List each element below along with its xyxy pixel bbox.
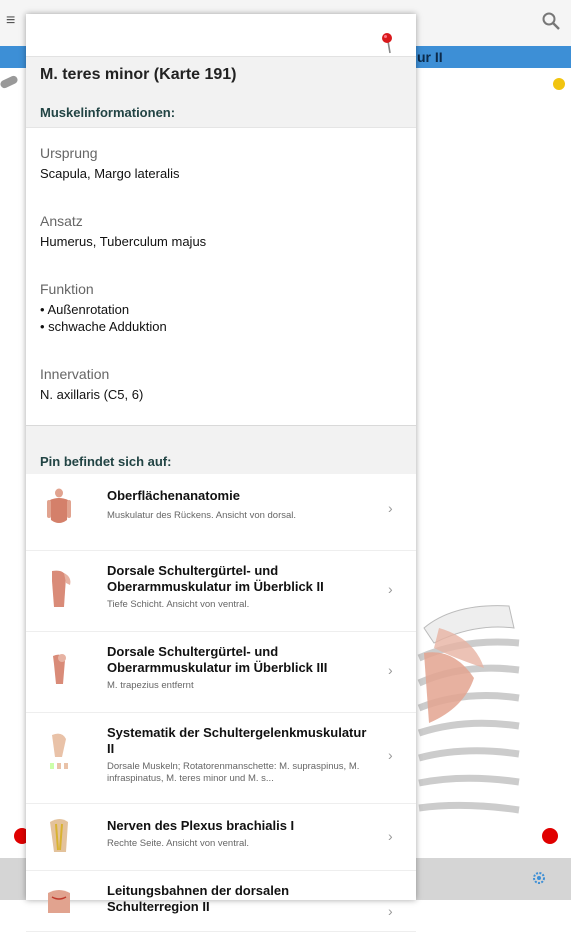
popup-header [26, 57, 416, 97]
muscle-info-heading-text: Muskelinformationen: [40, 105, 176, 120]
list-item[interactable] [26, 474, 416, 551]
chevron-right-icon: › [388, 903, 393, 919]
list-item-subtitle: Rechte Seite. Ansicht von ventral. [107, 838, 250, 849]
chevron-right-icon: › [388, 581, 393, 597]
pin-location-heading [26, 426, 416, 474]
field-funktion [40, 281, 402, 349]
field-value: N. axillaris (C5, 6) [40, 387, 144, 402]
list-item[interactable] [26, 871, 416, 932]
list-item-title: Nerven des Plexus brachialis I [107, 818, 295, 833]
field-value: Humerus, Tuberculum majus [40, 234, 207, 249]
anatomy-illustration [414, 598, 524, 838]
field-label: Innervation [40, 366, 110, 382]
shoulder-thumbnail-icon [44, 567, 74, 609]
chevron-right-icon: › [388, 747, 393, 763]
field-label: Ansatz [40, 213, 83, 229]
gear-icon[interactable] [531, 870, 547, 886]
list-item-title: Systematik der Schultergelenkmuskulatur II [107, 725, 367, 756]
chevron-right-icon: › [388, 828, 393, 844]
list-item-title: Oberflächenanatomie [107, 488, 240, 503]
muscle-info-heading [26, 97, 416, 128]
field-value: Scapula, Margo lateralis [40, 166, 180, 181]
smiley-icon[interactable] [553, 78, 565, 90]
pin-marker-right[interactable] [542, 828, 558, 844]
list-item[interactable] [26, 804, 416, 871]
nerve-thumbnail-icon [44, 814, 74, 856]
search-icon[interactable] [542, 12, 560, 30]
chevron-right-icon: › [388, 662, 393, 678]
muscle-info-popup [26, 14, 416, 919]
list-item-title: Dorsale Schultergürtel- und Oberarmmuskulatur im Überblick III [107, 644, 328, 675]
list-item[interactable] [26, 632, 416, 713]
list-item-subtitle: Muskulatur des Rückens. Ansicht von dorsal. [107, 510, 297, 521]
list-item-subtitle: Dorsale Muskeln; Rotatorenmanschette: M. supraspinus, M. infraspinatus, M. teres minor und M. s... [107, 761, 360, 784]
body-thumbnail-icon [44, 488, 74, 530]
rotator-cuff-thumbnail-icon [44, 731, 74, 773]
list-item[interactable] [26, 551, 416, 632]
list-item-subtitle: Tiefe Schicht. Ansicht von ventral. [107, 599, 250, 610]
field-label: Funktion [40, 281, 94, 297]
field-label: Ursprung [40, 145, 98, 161]
field-ursprung [40, 145, 402, 196]
chevron-right-icon: › [388, 500, 393, 516]
field-innervation [40, 366, 402, 417]
list-item-title: Dorsale Schultergürtel- und Oberarmmuskulatur im Überblick II [107, 563, 324, 594]
menu-icon[interactable]: ≡ [6, 12, 16, 29]
field-ansatz [40, 213, 402, 264]
pin-location-heading-text: Pin befindet sich auf: [40, 454, 172, 469]
pin-icon[interactable] [381, 32, 395, 54]
popup-top-bar [26, 14, 416, 57]
card-title-bar-left [0, 46, 26, 68]
card-title-text: ur II [417, 49, 443, 65]
muscle-info-fields [26, 145, 416, 417]
muscle-title: M. teres minor (Karte 191) [40, 66, 237, 83]
list-item[interactable] [26, 713, 416, 804]
shoulder-thumbnail-icon [44, 650, 74, 692]
list-item-subtitle: M. trapezius entfernt [107, 680, 194, 691]
pin-marker[interactable] [0, 75, 19, 90]
field-value-line: • schwache Adduktion [40, 319, 167, 334]
vessel-thumbnail-icon [44, 883, 74, 925]
list-item-title: Leitungsbahnen der dorsalen Schulterregion II [107, 883, 290, 914]
field-value-line: • Außenrotation [40, 302, 130, 317]
